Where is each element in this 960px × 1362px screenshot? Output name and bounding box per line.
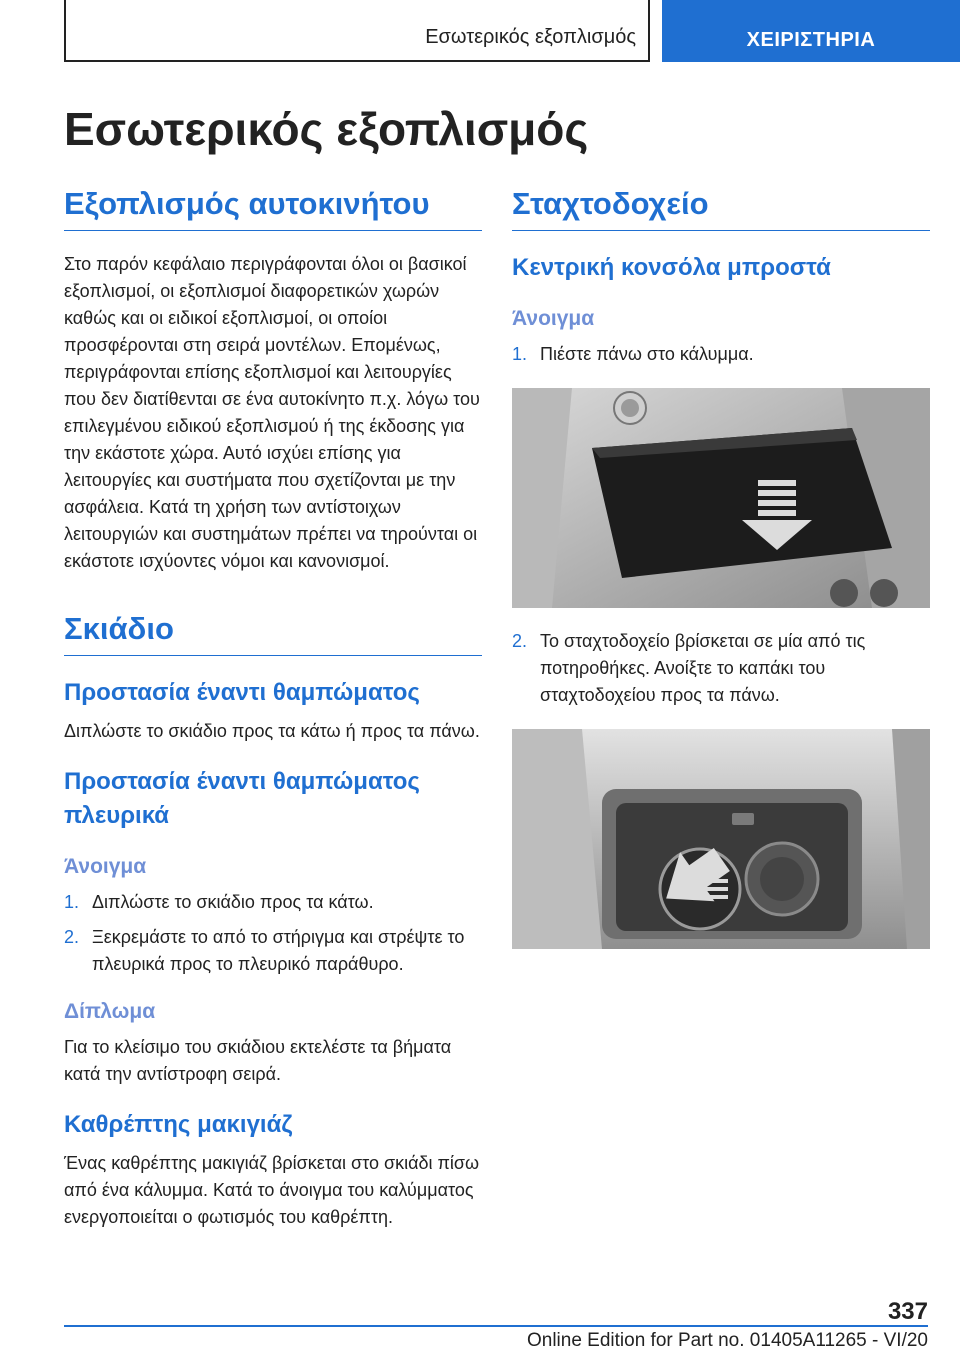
- step-text: Διπλώστε το σκιάδιο προς τα κάτω.: [92, 892, 374, 912]
- header-section-title: Εσωτερικός εξοπλισμός: [425, 26, 636, 48]
- folding-heading: Δίπλωμα: [64, 1000, 156, 1023]
- ashtray-step: [512, 628, 930, 709]
- right-column: [512, 186, 930, 949]
- step-number: 2.: [64, 927, 80, 947]
- step-text: Το σταχτοδοχείο βρίσκεται σε μία από τις ποτηροθήκες. Ανοίξτε το καπάκι του σταχτοδοχείου προς τα πάνω.: [540, 631, 866, 705]
- step-number: 1.: [512, 344, 528, 364]
- page-title: Εσωτερικός εξοπλισμός: [64, 103, 589, 155]
- edition-info: Online Edition for Part no. 01405A11265 - VI/20: [526, 1330, 928, 1351]
- glare-protection-heading: Προστασία έναντι θαμπώματος: [64, 679, 420, 706]
- side-glare-step: [64, 889, 482, 916]
- ashtray-opening-heading: Άνοιγμα: [512, 307, 595, 330]
- ashtray-step: [512, 341, 930, 368]
- ashtray-heading: Σταχτοδοχείο: [512, 186, 930, 231]
- footer-divider: [64, 1325, 928, 1327]
- vanity-mirror-body: Ένας καθρέπτης μακιγιάζ βρίσκεται στο σκιάδι πίσω από ένα κάλυμμα. Κατά το άνοιγμα του καλύμματος ενεργοποιείται ο φωτισμός του καθρέπτη.: [64, 1153, 480, 1227]
- console-cover-illustration: [512, 388, 930, 608]
- step-text: Πιέστε πάνω στο κάλυμμα.: [540, 344, 754, 364]
- vehicle-equipment-heading: Εξοπλισμός αυτοκινήτου: [64, 186, 482, 231]
- header-section-box: [64, 0, 650, 62]
- header-chapter-tab[interactable]: ΧΕΙΡΙΣΤΗΡΙΑ: [662, 0, 960, 62]
- side-glare-heading: Προστασία έναντι θαμπώματος πλευρικά: [64, 768, 420, 829]
- side-glare-opening-heading: Άνοιγμα: [64, 855, 147, 878]
- ashtray-cupholder-illustration: [512, 729, 930, 949]
- glare-protection-body: Διπλώστε το σκιάδιο προς τα κάτω ή προς τα πάνω.: [64, 721, 480, 741]
- step-text: Ξεκρεμάστε το από το στήριγμα και στρέψτε το πλευρικά προς το πλευρικό παράθυρο.: [92, 927, 465, 974]
- side-glare-step: [64, 924, 482, 978]
- left-column: [64, 186, 482, 1231]
- vehicle-equipment-body: Στο παρόν κεφάλαιο περιγράφονται όλοι οι βασικοί εξοπλισμοί, οι εξοπλισμοί διαφορετικών χωρών καθώς και οι ειδικοί εξοπλισμοί, οι οποίοι προσφέρονται στη σειρά μοντέλων. Επομένως, περιγράφονται επίσης εξοπλισμοί και λειτουργίες που δεν διατίθενται σε ένα αυτοκίνητο π.χ. λόγω του επιλεγμένου ειδικού εξοπλισμού ή της έκδοσης για την εκάστοτε χώρα. Αυτό ισχύει επίσης για λειτουργίες και συστήματα που σχετίζονται με την ασφάλεια. Κατά τη χρήση των αντίστοιχων λειτουργιών και συστημάτων πρέπει να τηρούνται οι εκάστοτε ισχύοντες νόμοι και κανονισμοί.: [64, 254, 480, 571]
- folding-body: Για το κλείσιμο του σκιάδιου εκτελέστε τα βήματα κατά την αντίστροφη σειρά.: [64, 1037, 452, 1084]
- center-console-heading: Κεντρική κονσόλα μπροστά: [512, 254, 831, 281]
- step-number: 1.: [64, 892, 80, 912]
- page-number: 337: [887, 1298, 928, 1325]
- vanity-mirror-heading: Καθρέπτης μακιγιάζ: [64, 1111, 293, 1138]
- step-number: 2.: [512, 631, 528, 651]
- sun-visor-heading: Σκιάδιο: [64, 611, 482, 656]
